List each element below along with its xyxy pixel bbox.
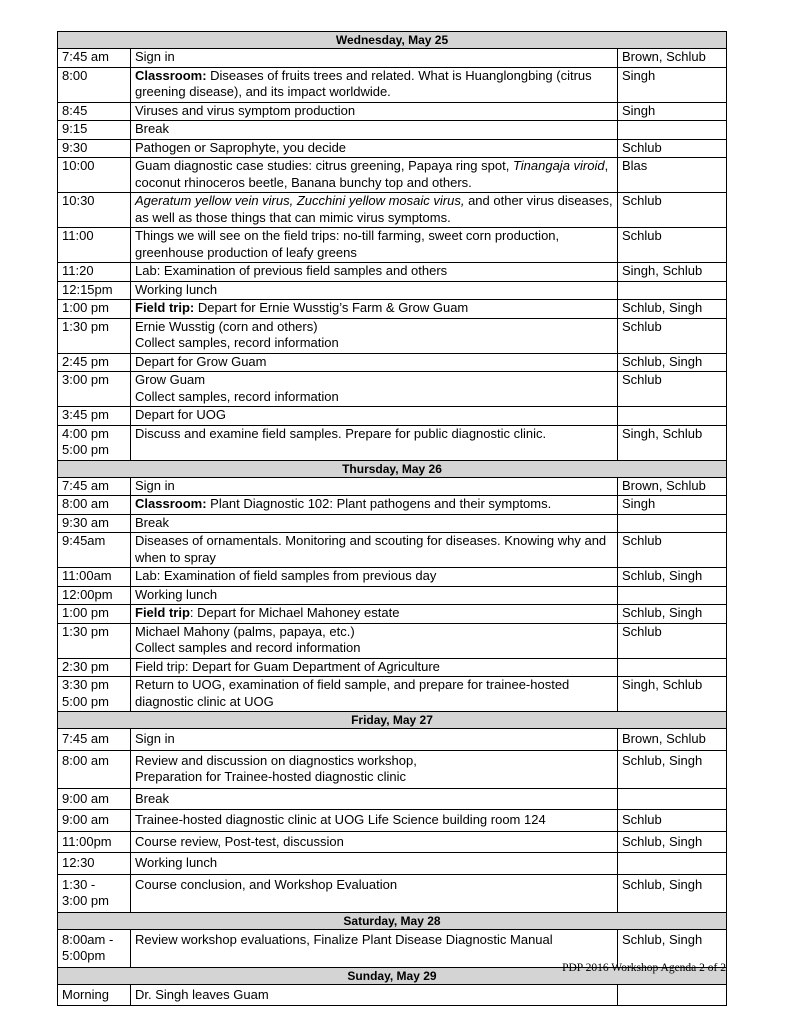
activity-text: Ageratum yellow vein virus, Zucchini yellow mosaic virus, — [135, 193, 465, 208]
time-cell — [58, 929, 131, 967]
activity-text: Plant Diagnostic 102: Plant pathogens and their symptoms. — [206, 496, 552, 511]
time-text: 8:00 — [62, 67, 88, 83]
activity-text: Collect samples and record information — [135, 640, 361, 655]
agenda-row — [58, 677, 727, 712]
activity-text: Classroom: — [135, 496, 207, 511]
time-text: 8:45 — [62, 102, 88, 118]
presenter-cell: Blas — [618, 158, 727, 193]
activity-text: Tinangaja viroid — [512, 158, 605, 173]
agenda-row — [58, 477, 727, 496]
agenda-row — [58, 193, 727, 228]
activity-text: Review workshop evaluations, Finalize Plant Disease Diagnostic Manual — [135, 931, 553, 947]
day-header: Saturday, May 28 — [58, 912, 727, 929]
time-text: 7:45 am — [62, 731, 109, 746]
time-text: 9:15 — [62, 121, 88, 136]
activity-text: Return to UOG, examination of field sample, and prepare for trainee-hosted diagnostic clinic at UOG — [135, 677, 570, 709]
activity-text: Review and discussion on diagnostics workshop, — [135, 752, 417, 768]
presenter-cell: Schlub — [618, 193, 727, 228]
agenda-body — [58, 32, 727, 1006]
activity-text: Diseases of fruits trees and related. What is Huanglongbing (citrus greening disease), and its impact worldwide. — [135, 67, 592, 99]
day-header-row — [58, 460, 727, 477]
activity-text: Grow Guam — [135, 372, 206, 387]
activity-cell — [131, 788, 618, 810]
time-cell — [58, 788, 131, 810]
activity-text: Depart for UOG — [135, 407, 227, 422]
activity-cell — [131, 750, 618, 788]
time-cell — [58, 407, 131, 426]
day-header-row — [58, 32, 727, 49]
presenter-cell: Schlub — [618, 139, 727, 158]
agenda-row — [58, 533, 727, 568]
time-cell — [58, 750, 131, 788]
agenda-row — [58, 158, 727, 193]
agenda-row — [58, 121, 727, 140]
time-text: 10:00 — [62, 158, 95, 173]
activity-text: Lab: Examination of field samples from previous day — [135, 568, 437, 583]
activity-text: Depart for Ernie Wusstig’s Farm & Grow Guam — [194, 300, 469, 315]
agenda-row — [58, 729, 727, 751]
time-text: 5:00 pm — [62, 693, 109, 709]
time-cell — [58, 372, 131, 407]
activity-cell — [131, 514, 618, 533]
activity-text: Field trip: Depart for Guam Department of Agriculture — [135, 658, 440, 674]
activity-cell — [131, 407, 618, 426]
time-cell — [58, 49, 131, 68]
activity-cell — [131, 831, 618, 853]
presenter-cell: Schlub — [618, 533, 727, 568]
agenda-row — [58, 228, 727, 263]
presenter-cell — [618, 407, 727, 426]
agenda-row — [58, 139, 727, 158]
time-text: 3:00 pm — [62, 893, 109, 908]
time-cell — [58, 831, 131, 853]
time-text: 11:20 — [62, 263, 94, 278]
activity-cell — [131, 533, 618, 568]
time-cell — [58, 353, 131, 372]
agenda-row — [58, 831, 727, 853]
activity-cell — [131, 281, 618, 300]
time-text: 8:00am - — [62, 931, 114, 947]
activity-text: Working lunch — [135, 586, 218, 602]
activity-cell — [131, 300, 618, 319]
time-text: 11:00am — [62, 568, 112, 583]
day-header: Wednesday, May 25 — [58, 32, 727, 49]
time-text: 8:00 am — [62, 496, 109, 511]
time-text: 1:30 pm — [62, 623, 109, 639]
agenda-row — [58, 281, 727, 300]
activity-cell — [131, 984, 618, 1006]
time-text: 3:00 pm — [62, 372, 109, 387]
activity-text: Pathogen or Saprophyte, you decide — [135, 139, 347, 155]
activity-text: Guam diagnostic case studies: citrus greening, Papaya ring spot, — [135, 158, 513, 173]
agenda-row — [58, 605, 727, 624]
activity-cell — [131, 263, 618, 282]
activity-text: Things we will see on the field trips: no-till farming, sweet corn production, greenhouse production of leafy greens — [135, 228, 560, 260]
presenter-cell — [618, 984, 727, 1006]
time-cell — [58, 300, 131, 319]
presenter-cell: Singh — [618, 67, 727, 102]
time-text: 5:00pm — [62, 948, 106, 963]
presenter-cell: Schlub, Singh — [618, 568, 727, 587]
activity-text: Course review, Post-test, discussion — [135, 833, 344, 849]
activity-text: Collect samples, record information — [135, 388, 339, 404]
time-cell — [58, 658, 131, 677]
activity-text: Michael Mahony (palms, papaya, etc.) — [135, 623, 355, 639]
time-cell — [58, 605, 131, 624]
time-text: 2:30 pm — [62, 658, 109, 674]
time-text: 1:30 - — [62, 876, 96, 892]
activity-cell — [131, 729, 618, 751]
presenter-cell: Schlub — [618, 318, 727, 353]
activity-text: Diseases of ornamentals. Monitoring and scouting for diseases. Knowing why and when to spray — [135, 533, 607, 565]
presenter-cell: Schlub — [618, 228, 727, 263]
activity-cell — [131, 623, 618, 658]
activity-text: Break — [135, 790, 169, 806]
time-cell — [58, 67, 131, 102]
activity-text: and other virus diseases, as well as those things that can mimic virus symptoms. — [135, 193, 613, 225]
agenda-row — [58, 568, 727, 587]
activity-text: Working lunch — [135, 855, 218, 870]
presenter-cell: Singh — [618, 102, 727, 121]
time-cell — [58, 193, 131, 228]
presenter-cell: Brown, Schlub — [618, 477, 727, 496]
activity-text: Trainee-hosted diagnostic clinic at UOG Life Science building room 124 — [135, 812, 546, 827]
time-text: 2:45 pm — [62, 353, 109, 369]
time-cell — [58, 281, 131, 300]
time-cell — [58, 677, 131, 712]
agenda-row — [58, 102, 727, 121]
activity-cell — [131, 372, 618, 407]
presenter-cell — [618, 788, 727, 810]
day-header-row — [58, 712, 727, 729]
presenter-cell: Schlub — [618, 372, 727, 407]
presenter-cell: Schlub — [618, 623, 727, 658]
time-text: 5:00 pm — [62, 442, 109, 457]
activity-cell — [131, 496, 618, 515]
activity-cell — [131, 586, 618, 605]
agenda-row — [58, 425, 727, 460]
activity-cell — [131, 477, 618, 496]
time-cell — [58, 874, 131, 912]
presenter-cell: Brown, Schlub — [618, 49, 727, 68]
activity-text: Field trip: — [135, 300, 195, 315]
activity-text: Ernie Wusstig (corn and others) — [135, 318, 318, 334]
activity-cell — [131, 102, 618, 121]
time-cell — [58, 568, 131, 587]
activity-text: Sign in — [135, 731, 175, 746]
time-text: 1:00 pm — [62, 300, 109, 315]
activity-cell — [131, 810, 618, 832]
activity-text: Depart for Grow Guam — [135, 353, 267, 369]
agenda-table — [57, 31, 727, 1006]
time-cell — [58, 263, 131, 282]
time-text: 3:45 pm — [62, 407, 109, 422]
agenda-row — [58, 300, 727, 319]
day-header: Thursday, May 26 — [58, 460, 727, 477]
agenda-row — [58, 514, 727, 533]
activity-cell — [131, 139, 618, 158]
activity-text: Break — [135, 514, 169, 530]
presenter-cell — [618, 586, 727, 605]
agenda-row — [58, 874, 727, 912]
time-cell — [58, 477, 131, 496]
activity-cell — [131, 658, 618, 677]
time-text: 4:00 pm — [62, 425, 109, 441]
presenter-cell — [618, 853, 727, 875]
time-text: 1:00 pm — [62, 605, 109, 620]
activity-text: Course conclusion, and Workshop Evaluation — [135, 876, 398, 892]
agenda-row — [58, 984, 727, 1006]
agenda-row — [58, 658, 727, 677]
time-cell — [58, 533, 131, 568]
agenda-row — [58, 788, 727, 810]
activity-cell — [131, 353, 618, 372]
agenda-row — [58, 353, 727, 372]
activity-cell — [131, 677, 618, 712]
time-text: 12:30 — [62, 855, 95, 870]
time-cell — [58, 984, 131, 1006]
activity-text: Viruses and virus symptom production — [135, 102, 356, 118]
presenter-cell: Schlub, Singh — [618, 929, 727, 967]
time-cell — [58, 228, 131, 263]
agenda-row — [58, 623, 727, 658]
agenda-row — [58, 67, 727, 102]
time-text: 12:15pm — [62, 281, 113, 297]
time-text: 9:30 am — [62, 514, 109, 530]
presenter-cell: Singh — [618, 496, 727, 515]
presenter-cell: Brown, Schlub — [618, 729, 727, 751]
time-cell — [58, 496, 131, 515]
time-text: 3:30 pm — [62, 677, 109, 692]
activity-cell — [131, 425, 618, 460]
time-text: 7:45 am — [62, 49, 109, 64]
agenda-row — [58, 49, 727, 68]
presenter-cell — [618, 658, 727, 677]
presenter-cell — [618, 514, 727, 533]
activity-text: Dr. Singh leaves Guam — [135, 986, 269, 1002]
day-header: Sunday, May 29 — [58, 967, 727, 984]
presenter-cell: Schlub, Singh — [618, 353, 727, 372]
activity-cell — [131, 605, 618, 624]
activity-text: Sign in — [135, 477, 175, 493]
agenda-row — [58, 372, 727, 407]
activity-cell — [131, 49, 618, 68]
time-cell — [58, 514, 131, 533]
day-header-row — [58, 912, 727, 929]
time-text: 10:30 — [62, 193, 95, 208]
time-cell — [58, 586, 131, 605]
time-text: 1:30 pm — [62, 318, 109, 334]
time-cell — [58, 810, 131, 832]
time-cell — [58, 121, 131, 140]
time-text: 11:00pm — [62, 833, 112, 849]
agenda-row — [58, 810, 727, 832]
activity-text: Discuss and examine field samples. Prepare for public diagnostic clinic. — [135, 425, 547, 441]
time-text: Morning — [62, 986, 109, 1002]
presenter-cell: Schlub, Singh — [618, 831, 727, 853]
activity-text: , coconut rhinoceros beetle, Banana bunchy top and others. — [135, 158, 609, 190]
agenda-row — [58, 263, 727, 282]
activity-text: Field trip — [135, 605, 190, 620]
agenda-row — [58, 750, 727, 788]
presenter-cell: Singh, Schlub — [618, 677, 727, 712]
activity-cell — [131, 318, 618, 353]
time-cell — [58, 102, 131, 121]
activity-cell — [131, 228, 618, 263]
page-footer: PDP 2016 Workshop Agenda 2 of 2 — [562, 962, 726, 974]
time-text: 11:00 — [62, 228, 94, 243]
activity-text: Sign in — [135, 49, 175, 64]
time-cell — [58, 853, 131, 875]
time-text: 7:45 am — [62, 477, 109, 493]
agenda-row — [58, 407, 727, 426]
time-text: 9:45am — [62, 533, 106, 548]
activity-cell — [131, 121, 618, 140]
agenda-row — [58, 318, 727, 353]
presenter-cell: Schlub, Singh — [618, 300, 727, 319]
presenter-cell — [618, 121, 727, 140]
agenda-row — [58, 496, 727, 515]
time-cell — [58, 139, 131, 158]
activity-text: Collect samples, record information — [135, 335, 339, 350]
day-header: Friday, May 27 — [58, 712, 727, 729]
time-text: 12:00pm — [62, 586, 113, 602]
presenter-cell: Schlub, Singh — [618, 605, 727, 624]
time-text: 9:00 am — [62, 812, 109, 827]
presenter-cell — [618, 281, 727, 300]
activity-cell — [131, 874, 618, 912]
agenda-row — [58, 853, 727, 875]
activity-text: Lab: Examination of previous field samples and others — [135, 263, 448, 278]
time-text: 9:00 am — [62, 790, 109, 806]
activity-cell — [131, 193, 618, 228]
activity-text: Working lunch — [135, 281, 218, 297]
presenter-cell: Schlub — [618, 810, 727, 832]
activity-cell — [131, 568, 618, 587]
time-cell — [58, 158, 131, 193]
time-cell — [58, 729, 131, 751]
agenda-row — [58, 586, 727, 605]
activity-cell — [131, 158, 618, 193]
activity-text: Classroom: — [135, 67, 207, 83]
activity-cell — [131, 853, 618, 875]
presenter-cell: Schlub, Singh — [618, 874, 727, 912]
activity-cell — [131, 67, 618, 102]
activity-text: Break — [135, 121, 169, 136]
activity-text: : Depart for Michael Mahoney estate — [189, 605, 400, 620]
time-cell — [58, 318, 131, 353]
time-cell — [58, 425, 131, 460]
activity-text: Preparation for Trainee-hosted diagnostic clinic — [135, 769, 406, 784]
time-text: 8:00 am — [62, 752, 109, 768]
presenter-cell: Singh, Schlub — [618, 263, 727, 282]
time-cell — [58, 623, 131, 658]
presenter-cell: Singh, Schlub — [618, 425, 727, 460]
presenter-cell: Schlub, Singh — [618, 750, 727, 788]
time-text: 9:30 — [62, 139, 88, 155]
